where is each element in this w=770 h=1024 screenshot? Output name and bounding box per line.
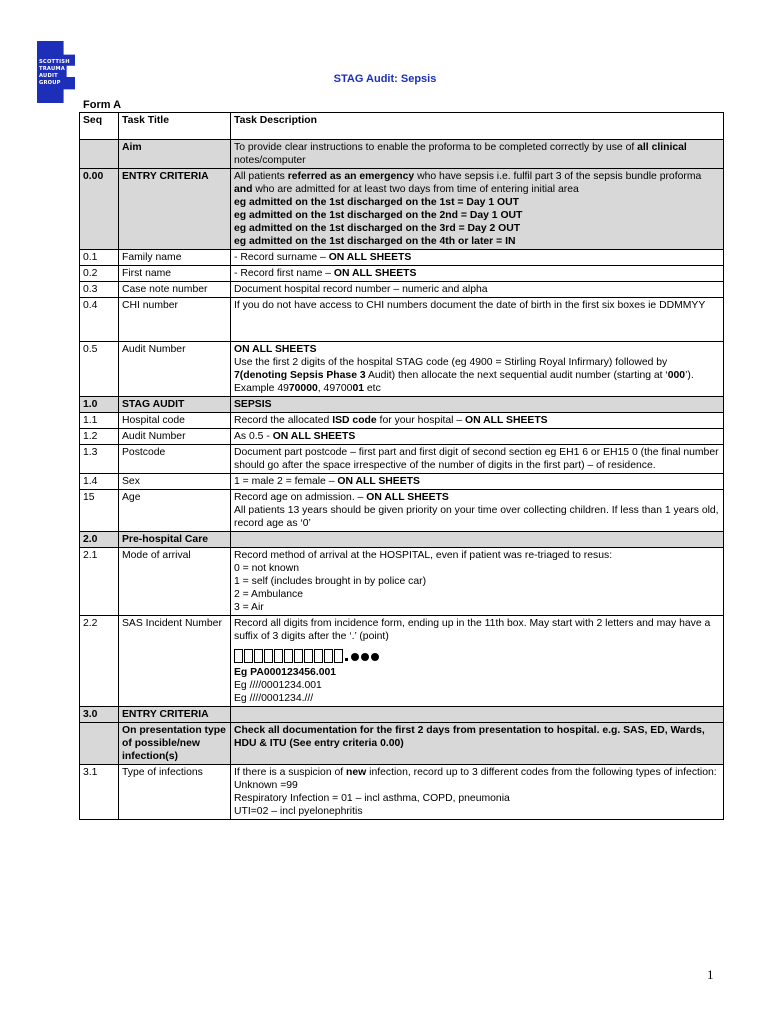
sas-number-boxes (234, 646, 720, 666)
table-row: 1.3 Postcode Document part postcode – first part and first digit of second section eg EH1 6 or EH15 0 (the final number should go after the space irrespective of the number of digits in the first part) – of residence. (80, 445, 724, 474)
table-row: 0.1 Family name - Record surname – ON ALL SHEETS (80, 250, 724, 266)
table-row: 3.1 Type of infections If there is a suspicion of new infection, record up to 3 different codes from the following types of infection: Unknown =99 Respiratory Infection = 01 – incl asthma, COPD, pneumonia UTI=02 – incl pyelonephritis (80, 765, 724, 820)
header-task-description: Task Description (231, 113, 724, 140)
document-title: STAG Audit: Sepsis (333, 73, 437, 85)
table-row: 0.00 ENTRY CRITERIA All patients referred as an emergency who have sepsis i.e. fulfil part 3 of the sepsis bundle proforma and who are admitted for at least two days from time of entering initial area eg admitted on the 1st discharged on the 1st = Day 1 OUT eg admitted on the 1st discharged on the 2nd = Day 1 OUT eg admitted on the 1st discharged on the 3rd = Day 2 OUT eg admitted on the 1st discharged on the 4th or later = IN (80, 169, 724, 250)
table-row: 0.5 Audit Number ON ALL SHEETS Use the first 2 digits of the hospital STAG code (eg 4900 = Stirling Royal Infirmary) followed by 7(denoting Sepsis Phase 3 Audit) then allocate the next sequential audit number (starting at ‘000’). Example 4970000, 4970001 etc (80, 342, 724, 397)
table-row: 1.2 Audit Number As 0.5 - ON ALL SHEETS (80, 429, 724, 445)
header-task-title: Task Title (119, 113, 231, 140)
table-row: 15 Age Record age on admission. – ON ALL SHEETS All patients 13 years should be given priority on your time over collecting children. If less than 1 years old, record age as ‘0’ (80, 490, 724, 532)
table-row: 0.3 Case note number Document hospital record number – numeric and alpha (80, 282, 724, 298)
table-header-row (80, 113, 724, 140)
page-number: 1 (707, 967, 714, 982)
table-row: 3.0 ENTRY CRITERIA (80, 707, 724, 723)
form-label: Form A (83, 99, 122, 111)
table-row: 2.0 Pre-hospital Care (80, 532, 724, 548)
table-row: 1.0 STAG AUDIT SEPSIS (80, 397, 724, 413)
table-row: 1.4 Sex 1 = male 2 = female – ON ALL SHEETS (80, 474, 724, 490)
header-seq: Seq (80, 113, 119, 140)
table-row: 2.1 Mode of arrival Record method of arrival at the HOSPITAL, even if patient was re-triaged to resus: 0 = not known 1 = self (includes brought in by police car) 2 = Ambulance 3 = Air (80, 548, 724, 616)
stag-logo-text: SCOTTISH TRAUMA AUDIT GROUP (39, 59, 70, 86)
table-row: On presentation type of possible/new infection(s) Check all documentation for the first 2 days from presentation to hospital. e.g. SAS, ED, Wards, HDU & ITU (See entry criteria 0.00) (80, 723, 724, 765)
table-row: 1.1 Hospital code Record the allocated ISD code for your hospital – ON ALL SHEETS (80, 413, 724, 429)
table-row: 2.2 SAS Incident Number Record all digits from incidence form, ending up in the 11th box. May start with 2 letters and may have a suffix of 3 digits after the ‘.’ (point) Eg PA000123456.001 Eg ////0001234.001 Eg ////0001234./// (80, 616, 724, 707)
table-row: 0.2 First name - Record first name – ON ALL SHEETS (80, 266, 724, 282)
table-row: 0.4 CHI number If you do not have access to CHI numbers document the date of birth in the first six boxes ie DDMMYY (80, 298, 724, 342)
table-row: Aim To provide clear instructions to enable the proforma to be completed correctly by use of all clinical notes/computer (80, 140, 724, 169)
audit-form-table (79, 112, 724, 820)
